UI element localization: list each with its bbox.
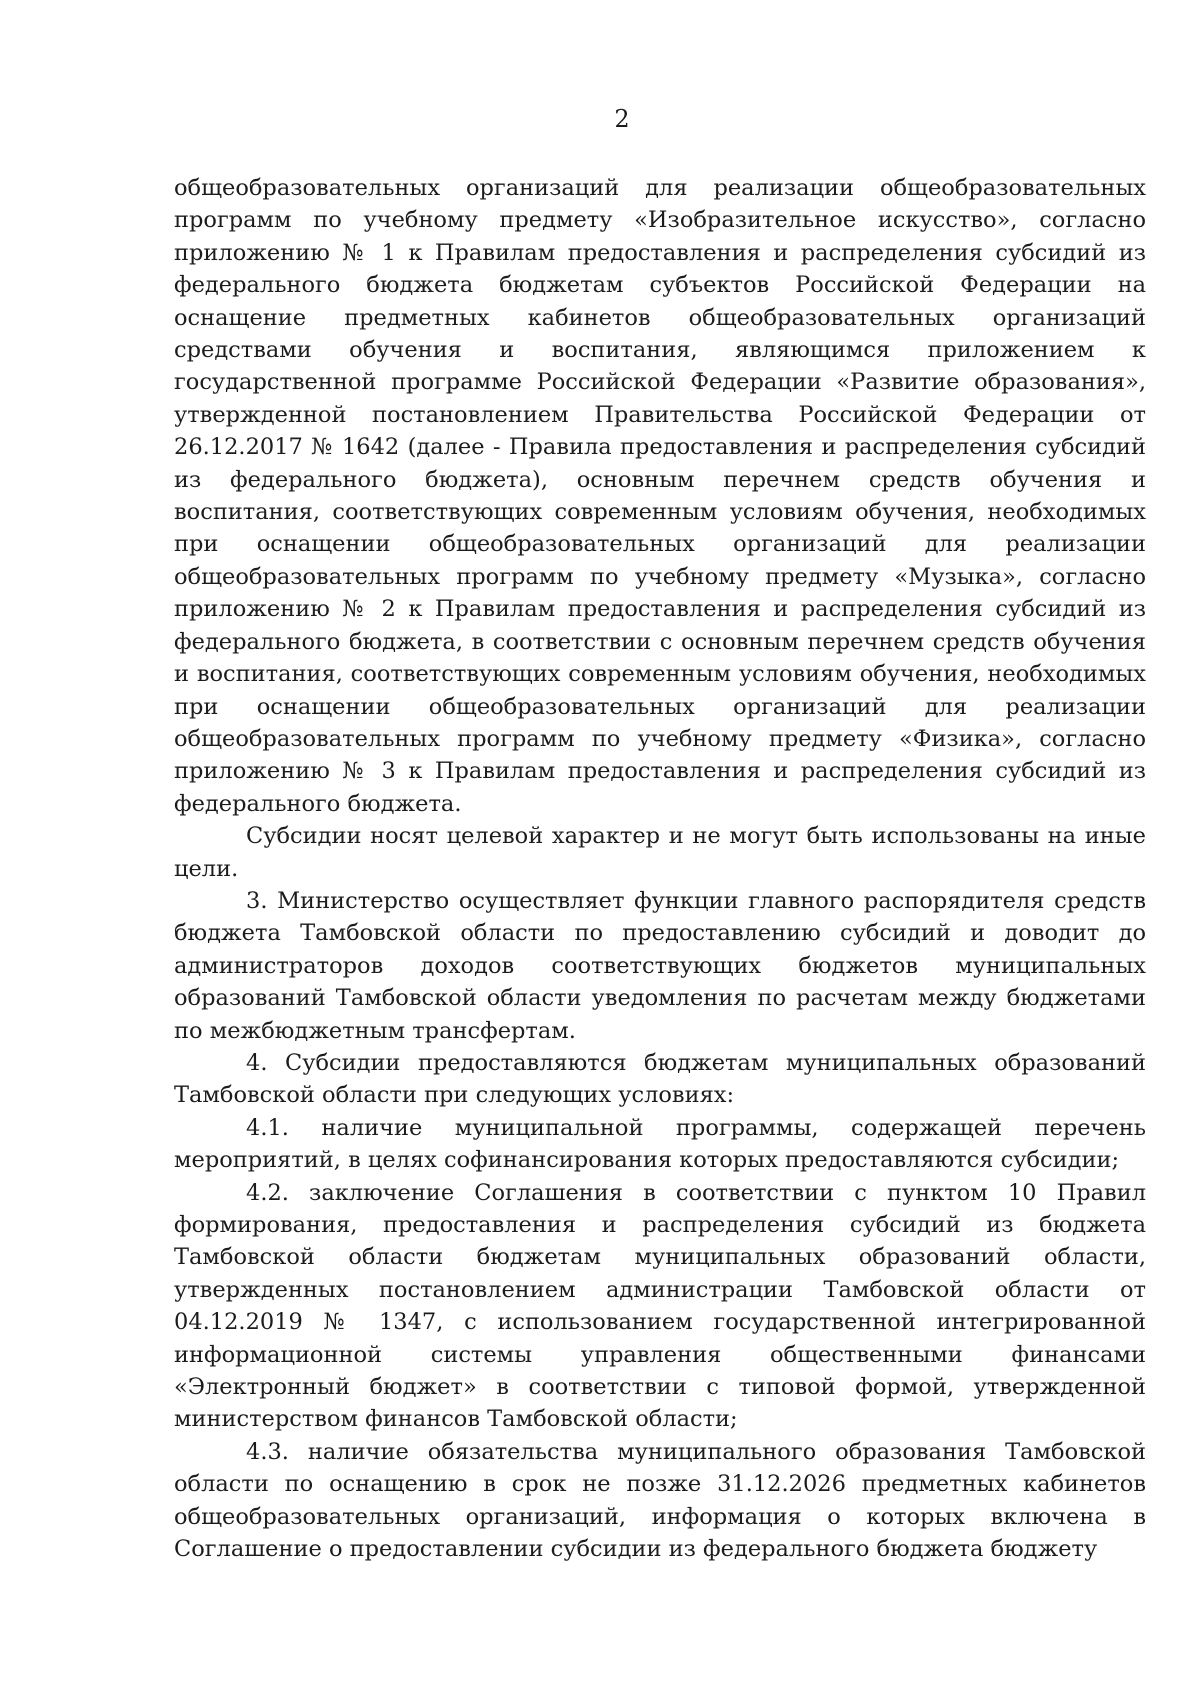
page-number: 2 [614,105,630,133]
paragraph-item-3: 3. Министерство осуществляет функции главного распорядителя средств бюджета Тамбовской области по предоставлению субсидий и доводит до администраторов доходов соответствующих бюджетов муниципальных образований Тамбовской области уведомления по расчетам между бюджетами по межбюджетным трансфертам. [174,887,1146,1044]
paragraph-item-4-3: 4.3. наличие обязательства муниципального образования Тамбовской области по оснащению в срок не позже 31.12.2026 предметных кабинетов общеобразовательных организаций, информация о которых включена в Соглашение о предоставлении субсидии из федерального бюджета бюджету [174,1438,1146,1563]
paragraph-item-4: 4. Субсидии предоставляются бюджетам муниципальных образований Тамбовской области при следующих условиях: [174,1049,1146,1109]
document-body [174,172,1146,1565]
paragraph-item-4-1: 4.1. наличие муниципальной программы, содержащей перечень мероприятий, в целях софинансирования которых предоставляются субсидии; [174,1114,1146,1174]
paragraph-subsidies-purpose: Субсидии носят целевой характер и не могут быть использованы на иные цели. [174,823,1146,882]
paragraph-item-4-2: 4.2. заключение Соглашения в соответствии с пунктом 10 Правил формирования, предоставления и распределения субсидий из бюджета Тамбовской области бюджетам муниципальных образований области, утвержденных постановлением администрации Тамбовской области от 04.12.2019 № 1347, с использованием государственной интегрированной информационной системы управления общественными финансами «Электронный бюджет» в соответствии с типовой формой, утвержденной министерством финансов Тамбовской области; [174,1179,1146,1433]
paragraph-continuation: общеобразовательных организаций для реализации общеобразовательных программ по учебному предмету «Изобразительное искусство», согласно приложению № 1 к Правилам предоставления и распределения субсидий из федерального бюджета бюджетам субъектов Российской Федерации на оснащение предметных кабинетов общеобразовательных организаций средствами обучения и воспитания, являющимся приложением к государственной программе Российской Федерации «Развитие образования», утвержденной постановлением Правительства Российской Федерации от 26.12.2017 № 1642 (далее - Правила предоставления и распределения субсидий из федерального бюджета), основным перечнем средств обучения и воспитания, соответствующих современным условиям обучения, необходимых при оснащении общеобразовательных организаций для реализации общеобразовательных программ по учебному предмету «Музыка», согласно приложению № 2 к Правилам предоставления и распределения субсидий из федерального бюджета, в соответствии с основным перечнем средств обучения и воспитания, соответствующих современным условиям обучения, необходимых при оснащении общеобразовательных организаций для реализации общеобразовательных программ по учебному предмету «Физика», согласно приложению № 3 к Правилам предоставления и распределения субсидий из федерального бюджета. [174,175,1146,817]
